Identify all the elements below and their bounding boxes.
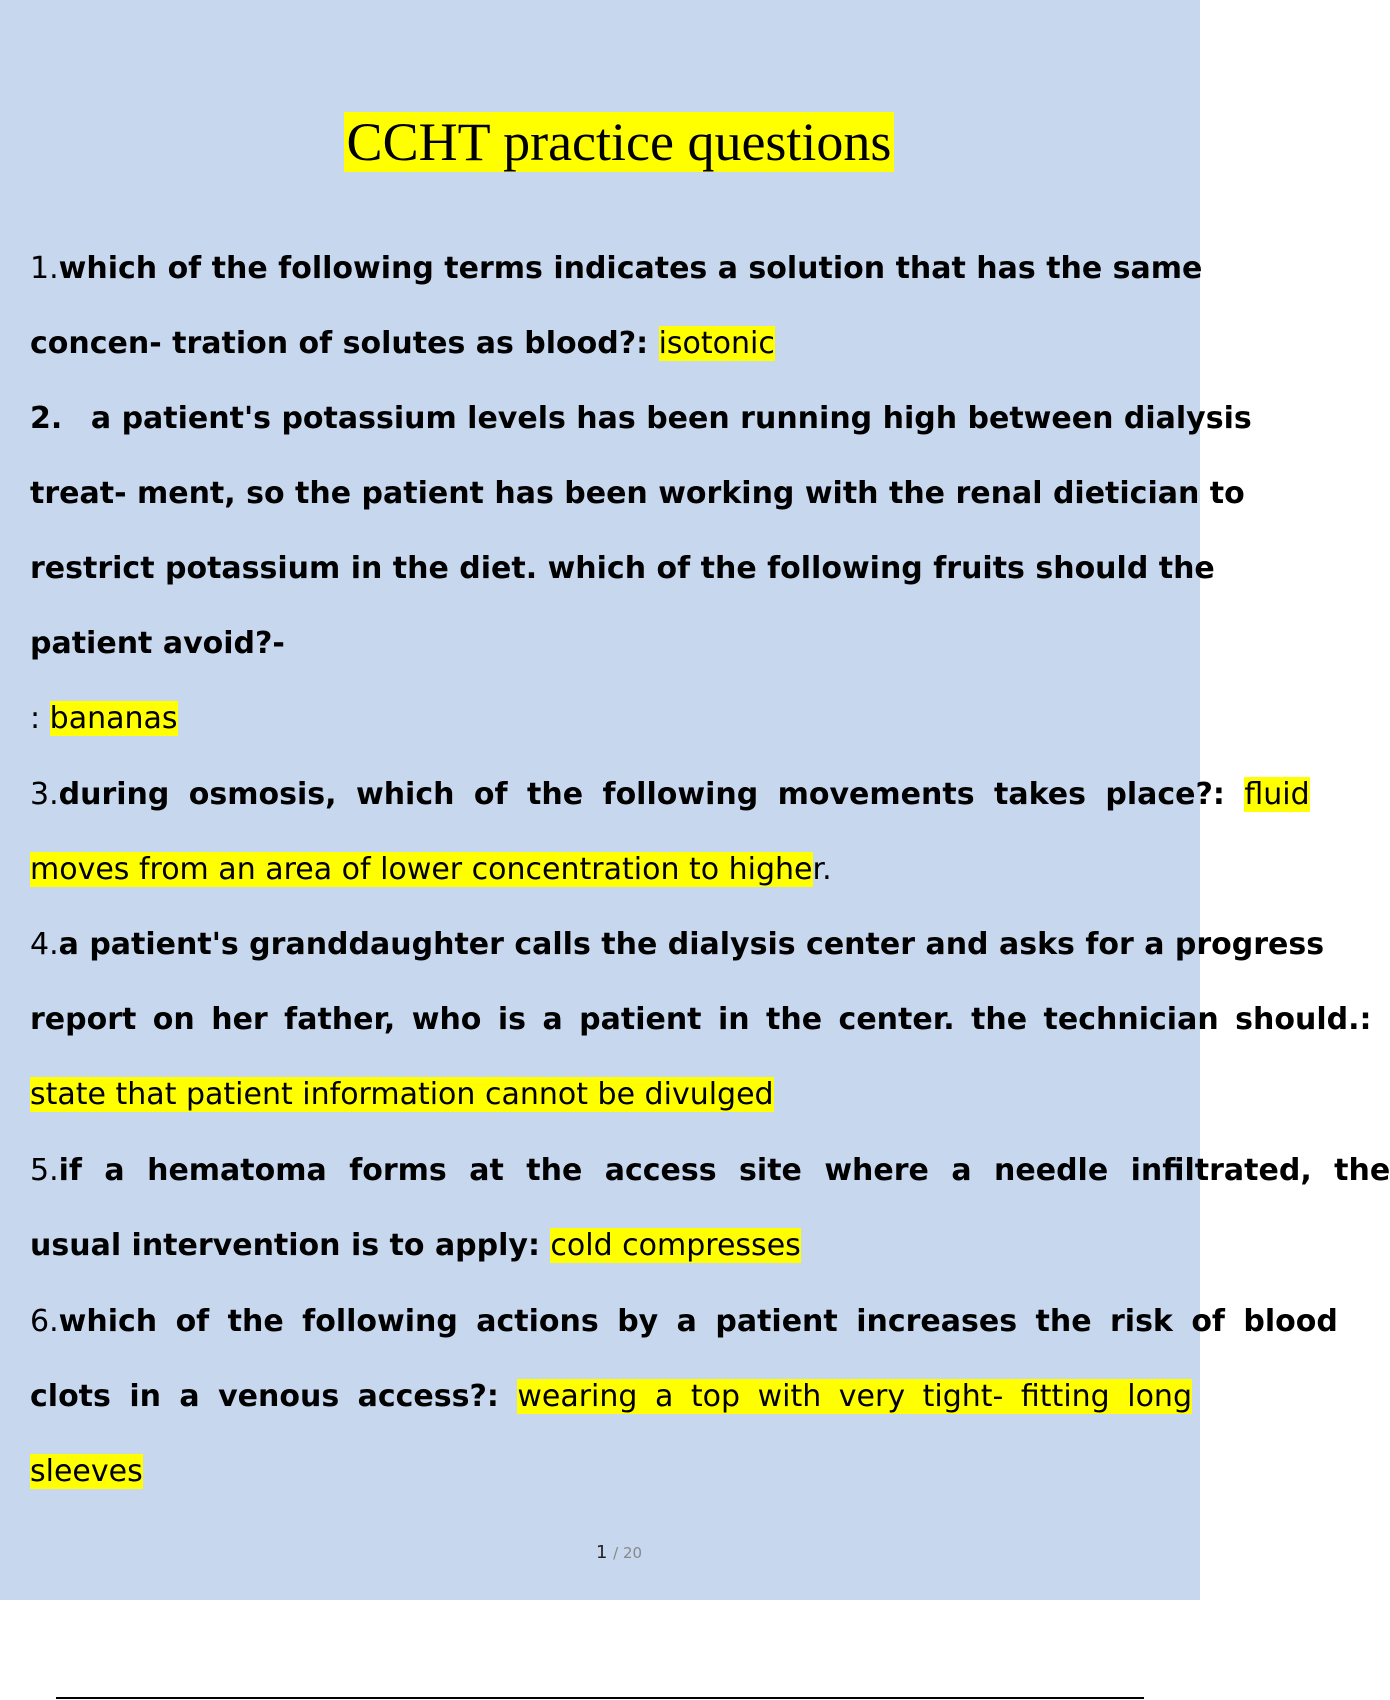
question-text-line: restrict potassium in the diet. which of the following fruits should the bbox=[30, 551, 1215, 586]
question-6 bbox=[30, 1284, 1338, 1509]
question-text-line: concen- tration of solutes as blood?: bbox=[30, 326, 659, 361]
answer-highlight: sleeves bbox=[30, 1454, 143, 1489]
answer-highlight: wearing a top with very tight- fitting long bbox=[517, 1379, 1192, 1414]
question-text-line: a patient's granddaughter calls the dialysis center and asks for a progress bbox=[58, 927, 1325, 962]
answer-highlight: isotonic bbox=[658, 326, 775, 361]
divider-line bbox=[56, 1697, 1144, 1699]
question-text-line: which of the following terms indicates a solution that has the same bbox=[58, 251, 1203, 286]
question-text-line: during osmosis, which of the following movements takes place?: bbox=[58, 777, 1245, 812]
question-text-line: which of the following actions by a patient increases the risk of blood bbox=[58, 1304, 1338, 1339]
question-1 bbox=[30, 231, 1300, 381]
answer-prefix: : bbox=[30, 701, 50, 736]
question-number: 1. bbox=[30, 251, 59, 286]
question-text-line: clots in a venous access?: bbox=[30, 1379, 518, 1414]
question-number: 4. bbox=[30, 927, 59, 962]
answer-highlight: bananas bbox=[49, 701, 178, 736]
question-text-line: a patient's potassium levels has been running high between dialysis bbox=[90, 401, 1252, 436]
total-pages: / 20 bbox=[613, 1544, 643, 1562]
answer-highlight: fluid bbox=[1244, 777, 1310, 812]
answer-highlight: cold compresses bbox=[550, 1228, 801, 1263]
question-text-line: patient avoid?- bbox=[30, 626, 285, 661]
page-title bbox=[0, 108, 1238, 176]
answer-highlight: moves from an area of lower concentration to highe bbox=[30, 852, 813, 887]
question-5 bbox=[30, 1133, 1390, 1283]
question-number: 6. bbox=[30, 1304, 59, 1339]
question-number: 5. bbox=[30, 1153, 59, 1188]
question-text-line: treat- ment, so the patient has been working with the renal dietician to bbox=[30, 476, 1245, 511]
question-2 bbox=[30, 381, 1300, 756]
question-text-line: if a hematoma forms at the access site where a needle infiltrated, the bbox=[58, 1153, 1390, 1188]
answer-tail: r. bbox=[812, 852, 832, 887]
question-4 bbox=[30, 907, 1372, 1132]
answer-highlight: state that patient information cannot be divulged bbox=[30, 1077, 774, 1112]
title-text: CCHT practice questions bbox=[344, 112, 895, 172]
question-3 bbox=[30, 757, 1310, 907]
question-number: 3. bbox=[30, 777, 59, 812]
question-number: 2. bbox=[30, 401, 63, 436]
question-text-line: usual intervention is to apply: bbox=[30, 1228, 551, 1263]
current-page: 1 bbox=[595, 1542, 608, 1563]
question-text-line: report on her father, who is a patient in the center. the technician should.: bbox=[30, 1002, 1372, 1037]
page-indicator bbox=[0, 1542, 1238, 1563]
